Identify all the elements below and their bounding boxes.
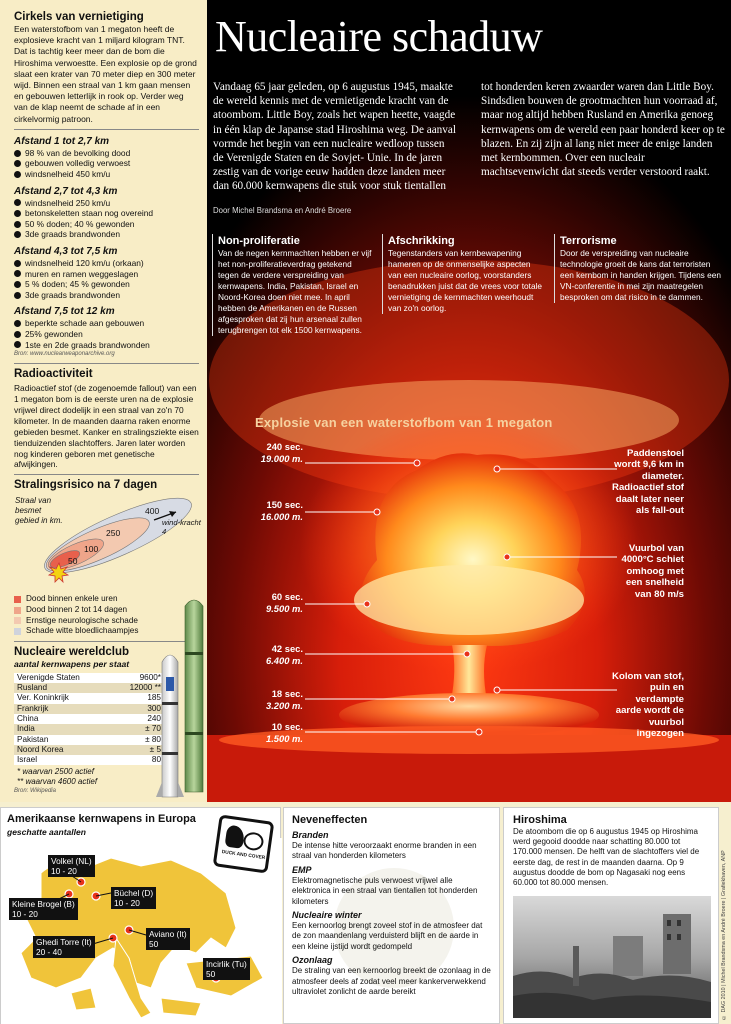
table-row: Rusland 12000 ** [14,683,164,693]
circles-source: Bron: www.nuclearweaponarchive.org [14,351,115,358]
neven-heading: Nucleaire winter [292,910,362,921]
circles-title: Cirkels van vernietiging [14,11,144,23]
club-table [14,673,164,766]
table-row: Israel 80 [14,755,164,765]
list-item: betonskeletten staan nog overeind [14,208,199,219]
circles-intro: Een waterstofbom van 1 megaton heeft de explosieve kracht van 1 miljard kilogram TNT. Dat is tachtig keer meer dan de bom die Hiroshima verwoestte. Een explosie op de grond slaat een krater van 70 meter diep en 300 meter wijd. Binnen een straal van 1 km gaan mensen en gebouwen letterlijk in rook op. Verder weg van de klap neemt de schade af in een cirkelvormig patroon. [14,24,197,124]
legend-item: Dood binnen 2 tot 14 dagen [14,605,199,616]
left-column [0,0,207,802]
time-label: 10 sec. 1.500 m. [265,721,303,744]
list-item: 1ste en 2de graads brandwonden [14,340,199,351]
neven-text: Elektromagnetische puls verwoest vrijwel alle elektronica in een straal van tientallen tot honderden kilometers [292,875,478,906]
table-row: Noord Korea ± 5 [14,745,164,755]
europa-panel [0,807,281,1024]
table-row: China 240 [14,714,164,724]
club-source: Bron: Wikipedia [14,788,56,795]
base-label: Volkel (NL) 10 - 20 [48,855,95,877]
section-heading-4: Afstand 7,5 tot 12 km [14,306,115,318]
base-label: Aviano (It) 50 [146,928,190,950]
byline: Door Michel Brandsma en André Broere [213,206,352,215]
list-item: beperkte schade aan gebouwen [14,318,199,329]
neven-title: Neveneffecten [292,814,368,826]
stral-diagram [14,494,199,594]
club-title: Nucleaire wereldclub [14,645,130,658]
hiro-text: De atoombom die op 6 augustus 1945 op Hiroshima werd gegooid doodde naar schatting 80.000 tot 170.000 mensen. De helft van de slachtoffers viel de eerste dag, de rest in de maanden daarna. Op 9 augustus doodde de bom op Nagasaki nog eens 60.000 tot 80.000 mensen. [513,827,700,888]
box-non-proliferatie: Non-proliferatie Van de negen kernmachten hebben er vijf het non-proliferatieverdrag getekend tegen de verdere verspreiding van kernwapens. India, Pakistan, Israel en Noord-Korea doen niet mee. In april hebben de Amerikanen en de Russen afgesproken dat zij hun arsenaal zullen terugbrengen tot elk 1500 kernwapens. [212,234,372,336]
ring-label: 250 [106,528,121,539]
club-note-2: ** waarvan 4600 actief [17,777,98,787]
section-heading-1: Afstand 1 tot 2,7 km [14,135,110,147]
neven-text: Een kernoorlog brengt zoveel stof in de atmosfeer dat de zon maandenlang verduisterd blijft en de aarde in een kleine ijstijd wordt gedompeld [292,921,483,951]
base-label: Kleine Brogel (B) 10 - 20 [9,898,78,920]
list-item: 25% gewonden [14,329,199,340]
neven-heading: EMP [292,864,312,875]
explosion-title: Explosie van een waterstofbom van 1 megaton [255,415,553,430]
base-label: Ghedi Torre (It) 20 - 40 [33,936,95,958]
table-row: Ver. Koninkrijk 185 [14,693,164,703]
legend-item: Dood binnen enkele uren [14,594,199,605]
list-item: 98 % van de bevolking dood [14,148,199,159]
neven-text: De intense hitte veroorzaakt enorme branden in een straal van honderden kilometers [292,841,477,861]
table-row: Verenigde Staten 9600* [14,673,164,683]
list-item: gebouwen volledig verwoest [14,158,199,169]
list-item: windsnelheid 120 km/u (orkaan) [14,258,199,269]
copyright: © DAG 2010 | Michel Brandsma en André Broere | Grafiekhaven, ANP [721,850,727,1020]
ring-label: 400 [145,506,160,517]
list-item: windsnelheid 250 km/u [14,198,199,209]
neven-heading: Branden [292,830,329,840]
hiroshima-photo [513,896,711,1018]
column-annotation: Kolom van stof, puin en verdampte aarde wordt de vuurbol ingezogen [612,671,684,740]
table-row: Pakistan ± 80 [14,735,164,745]
section-heading-3: Afstand 4,3 tot 7,5 km [14,245,118,257]
list-item: 50 % doden; 40 % gewonden [14,219,199,230]
missile-illustration [152,592,210,802]
legend-item: Ernstige neurologische schade [14,616,199,627]
intro-text: Vandaag 65 jaar geleden, op 6 augustus 1945, maakte de wereld kennis met de vernietigende kracht van de atoombom. Little Boy, zoals het wapen heette, vaagde in één klap de Japanse stad Hiroshima weg. De aanval vormde het begin van een nucleaire wedloop tussen de Verenigde Staten en de Sovjet- Unie. In de jaren zestig van de vorige eeuw hadden deze landen meer dan 60.000 kernwapens die stuk voor stuk tientallen tot honderden keren zwaarder waren dan Little Boy. Sindsdien bouwen de grootmachten hun voorraad af, maar nog altijd hebben Rusland en Amerika genoeg kernwapens om de wereld een paar honderd keer op te blazen. En zij zijn al lang niet meer de enige landen met kernbommen. Over een nucleair machtsevenwicht dat steeds verder verstoord raakt. [213,81,725,193]
time-label: 150 sec. 16.000 m. [260,499,303,522]
stral-label-radius: Straal van besmet gebied in km. [15,496,63,525]
time-label: 42 sec. 6.400 m. [265,643,303,666]
hiro-title: Hiroshima [513,814,567,826]
list-item: windsnelheid 450 km/u [14,169,199,180]
mushroom-annotation: Paddenstoel wordt 9,6 km in diameter. Radioactief stof daalt later neer als fall-out [612,448,684,517]
time-label: 240 sec. 19.000 m. [260,441,303,464]
europa-title: Amerikaanse kernwapens in Europa [7,813,196,825]
ring-label: 100 [84,544,99,555]
base-label: Büchel (D) 10 - 20 [111,887,156,909]
club-note-1: * waarvan 2500 actief [17,767,94,777]
box-terrorisme: Terrorisme Door de verspreiding van nucleaire technologie groeit de kans dat terroristen een kernbom in handen krijgen. Tijdens een VN-conferentie in mei zijn maatregelen besproken om dat risico in te dammen. [554,234,726,303]
hiroshima-panel [503,807,719,1024]
club-subtitle: aantal kernwapens per staat [14,658,130,669]
stral-label-wind: wind-kracht 4 [162,518,201,537]
radio-title: Radioactiviteit [14,368,93,381]
fireball-annotation: Vuurbol van 4000°C schiet omhoog met een snelheid van 80 m/s [621,543,684,600]
box-afschrikking: Afschrikking Tegenstanders van kernbewapening hameren op de onmenselijke aspecten van een nucleaire oorlog, voorstanders benadrukken juist dat de vrees voor totale vernietiging de kernmachten weerhoudt van zo'n oorlog. [382,234,545,314]
list-item: 3de graads brandwonden [14,290,199,301]
table-row: Frankrijk 300 [14,704,164,714]
table-row: India ± 70 [14,724,164,734]
legend-item: Schade witte bloedlichaampjes [14,626,199,637]
europa-subtitle: geschatte aantallen [7,827,86,837]
ring-label: 50 [68,556,78,567]
section-heading-2: Afstand 2,7 tot 4,3 km [14,185,118,197]
base-label: Incirlik (Tu) 50 [203,958,250,980]
page-title: Nucleaire schaduw [215,12,543,61]
list-item: 3de graads brandwonden [14,229,199,240]
list-item: 5 % doden; 45 % gewonden [14,279,199,290]
radio-text: Radioactief stof (de zogenoemde fallout) van een 1 megaton bom is de eerste uren na de explosie vrijwel direct dodelijk in een straal van zo'n 70 kilometer. In de maanden daarna raken enorme gebieden besmet. Kanker en stralingsziekte eisen tienduizenden slachtoffers. Jaren later worden nog kinderen geboren met genetische afwijkingen. [14,383,199,470]
neven-heading: Ozonlaag [292,955,333,966]
neveneffecten-panel [283,807,500,1024]
time-label: 18 sec. 3.200 m. [265,688,303,711]
list-item: muren en ramen weggeslagen [14,269,199,280]
stral-title: Stralingsrisico na 7 dagen [14,479,158,492]
time-label: 60 sec. 9.500 m. [265,591,303,614]
duck-and-cover-sign: DUCK AND COVER [213,814,275,873]
neven-text: De straling van een kernoorlog breekt de ozonlaag in de atmosfeer deels af zodat veel meer kankerverwekkend ultraviolet zonlicht de aarde bereikt [292,966,491,997]
main-panel [207,0,731,802]
